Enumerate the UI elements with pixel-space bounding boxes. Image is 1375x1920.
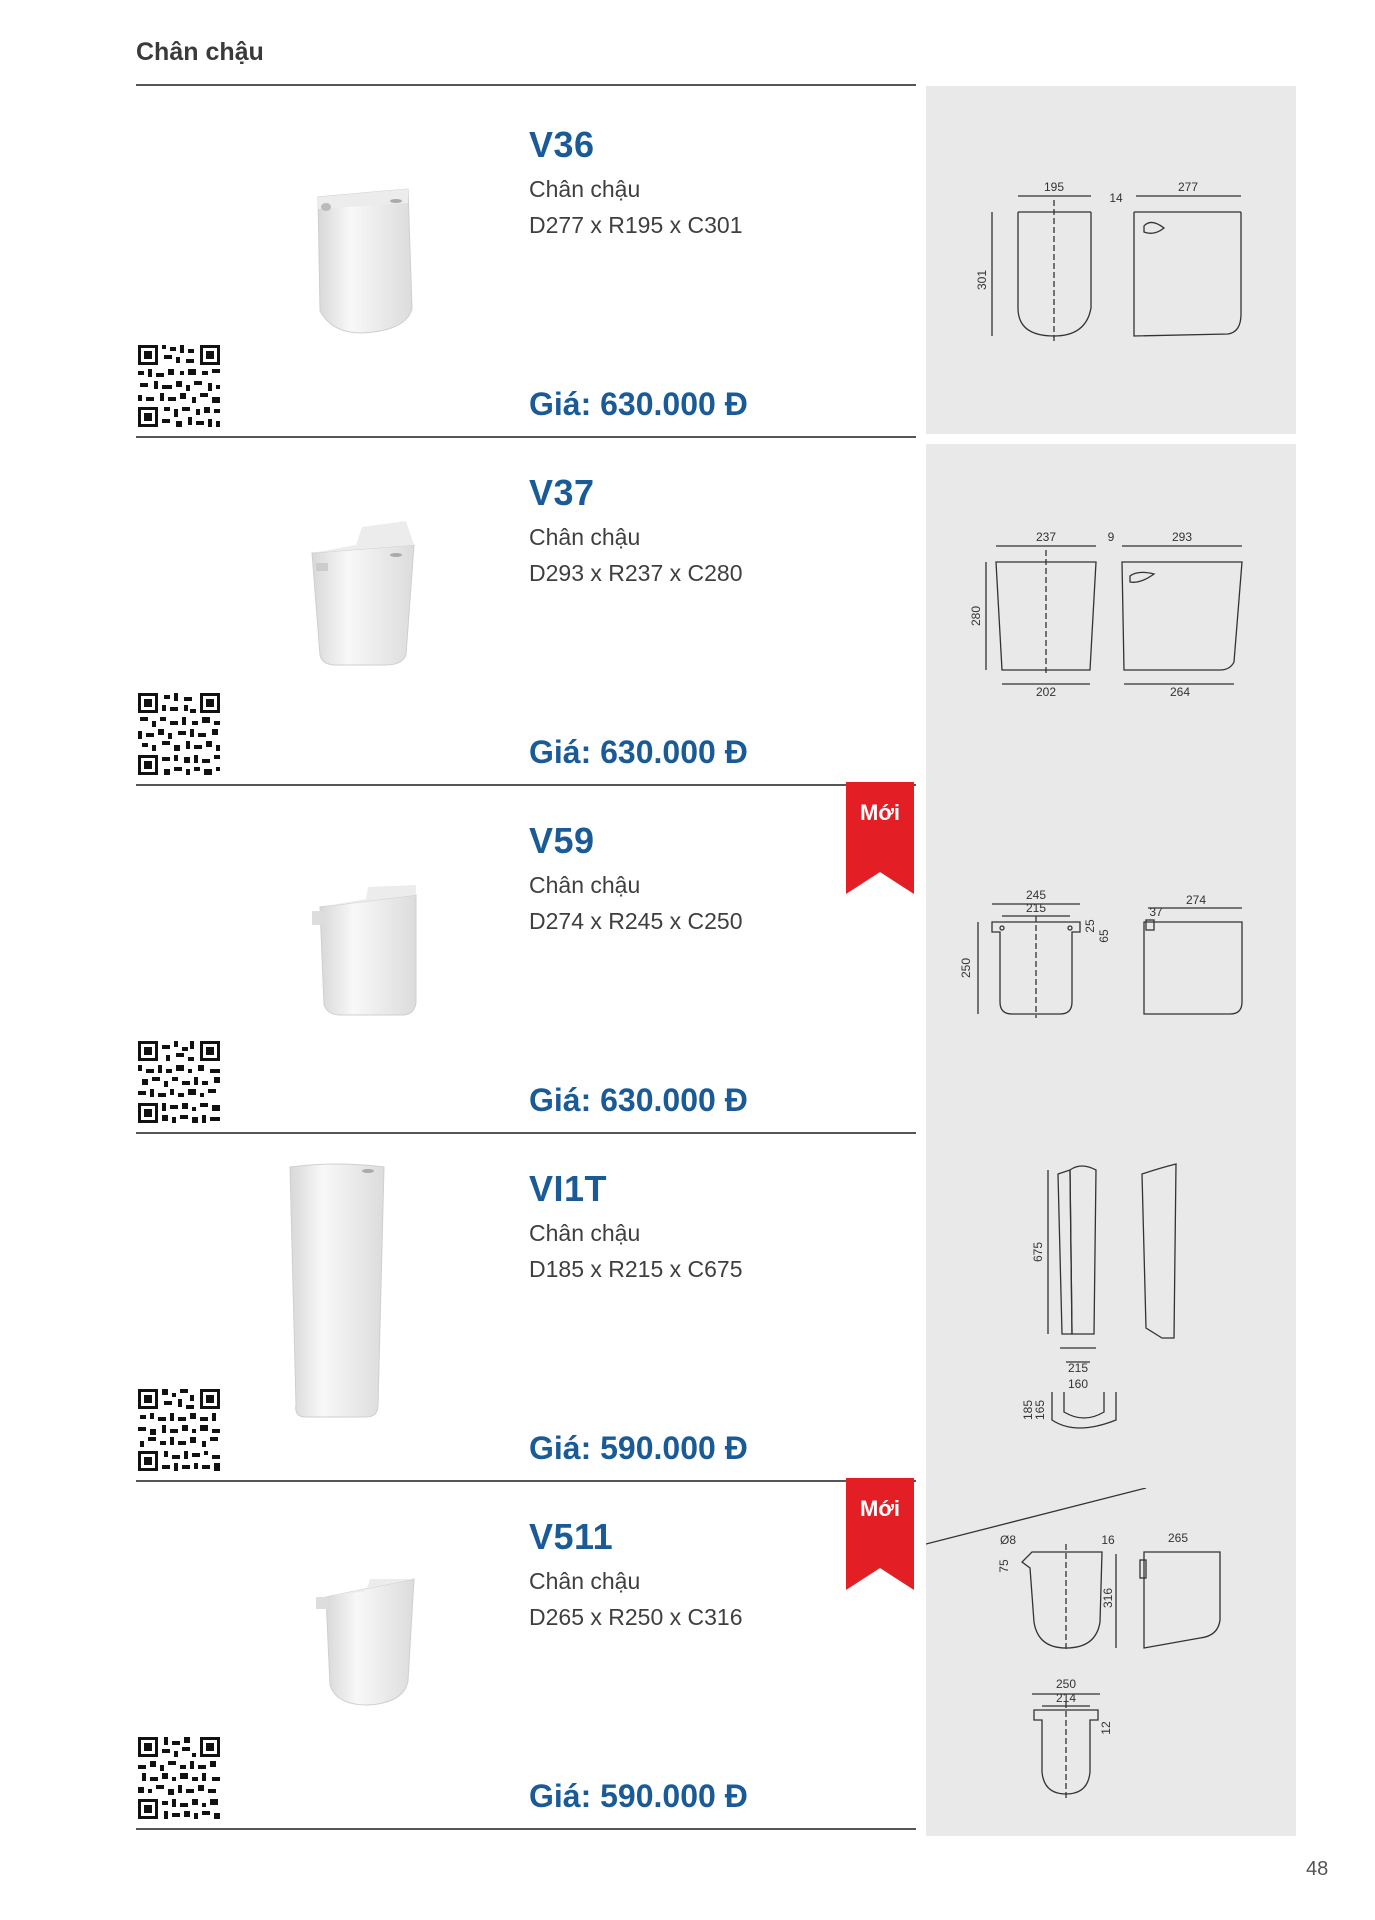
dim-label: 215: [1067, 1361, 1089, 1375]
product-code: V37: [529, 472, 595, 513]
technical-drawing-v59: [926, 792, 1296, 1140]
dim-label: 37: [1149, 905, 1163, 919]
qr-graphic: [136, 343, 222, 429]
product-card-v37: [136, 434, 916, 786]
dim-label: 264: [1169, 685, 1191, 699]
new-badge: [846, 1478, 914, 1590]
dim-label: 250: [959, 957, 973, 979]
qr-graphic: [136, 1387, 222, 1473]
dim-label: 245: [1025, 888, 1047, 902]
product-price: Giá: 590.000 Đ: [529, 1778, 748, 1814]
new-badge-label: Mới: [859, 800, 901, 825]
product-dimensions: D277 x R195 x C301: [529, 212, 743, 238]
product-price: Giá: 590.000 Đ: [529, 1430, 748, 1466]
dim-label: 274: [1185, 893, 1207, 907]
qr-code[interactable]: [136, 691, 222, 777]
product-type: Chân chậu: [529, 1568, 641, 1594]
product-card-vi1t: [136, 1130, 916, 1482]
section-title: Chân chậu: [136, 38, 264, 66]
dim-label: Ø8: [999, 1533, 1017, 1547]
product-dimensions: D265 x R250 x C316: [529, 1604, 743, 1630]
product-card-v59: [136, 782, 916, 1134]
dim-label: 65: [1097, 929, 1111, 943]
product-dimensions: D293 x R237 x C280: [529, 560, 743, 586]
dim-label: 250: [1055, 1677, 1077, 1691]
dim-label: 185: [1021, 1399, 1035, 1421]
row-divider: [136, 1828, 916, 1830]
product-card-v36: [136, 86, 916, 438]
dim-label: 214: [1055, 1691, 1077, 1705]
product-photo: [256, 111, 456, 411]
qr-graphic: [136, 1039, 222, 1125]
technical-drawing-v37: [926, 444, 1296, 792]
dim-label: 280: [969, 605, 983, 627]
product-dimensions: D185 x R215 x C675: [529, 1256, 743, 1282]
technical-drawing-vi1t: [926, 1140, 1296, 1488]
dim-label: 316: [1101, 1587, 1115, 1609]
page-number: 48: [1306, 1858, 1329, 1880]
product-photo: [256, 459, 456, 759]
new-badge: [846, 782, 914, 894]
product-photo: [256, 1503, 456, 1803]
dim-label: 277: [1177, 180, 1199, 194]
product-photo: [256, 807, 456, 1107]
product-photo: [256, 1155, 456, 1455]
product-type: Chân chậu: [529, 1220, 641, 1246]
dim-label: 675: [1031, 1241, 1045, 1263]
product-price: Giá: 630.000 Đ: [529, 734, 748, 770]
new-badge-label: Mới: [859, 1496, 901, 1521]
technical-drawing-v511: [926, 1488, 1296, 1836]
dim-label: 9: [1107, 530, 1115, 544]
product-type: Chân chậu: [529, 524, 641, 550]
dim-label: 75: [997, 1559, 1011, 1573]
dim-label: 16: [1101, 1533, 1115, 1547]
dim-label: 25: [1083, 919, 1097, 933]
product-type: Chân chậu: [529, 176, 641, 202]
qr-code[interactable]: [136, 1039, 222, 1125]
dim-label: 237: [1035, 530, 1057, 544]
dim-label: 165: [1033, 1399, 1047, 1421]
dim-label: 215: [1025, 901, 1047, 915]
dim-label: 12: [1099, 1721, 1113, 1735]
product-dimensions: D274 x R245 x C250: [529, 908, 743, 934]
dim-label: 195: [1043, 180, 1065, 194]
dim-label: 293: [1171, 530, 1193, 544]
qr-graphic: [136, 1735, 222, 1821]
dim-label: 265: [1167, 1531, 1189, 1545]
technical-drawing-v36: [926, 86, 1296, 434]
dim-label: 202: [1035, 685, 1057, 699]
product-code: V511: [529, 1516, 614, 1557]
qr-graphic: [136, 691, 222, 777]
product-code: V36: [529, 124, 595, 165]
dim-label: 160: [1067, 1377, 1089, 1391]
product-price: Giá: 630.000 Đ: [529, 1082, 748, 1118]
product-code: VI1T: [529, 1168, 608, 1209]
dim-label: 301: [975, 269, 989, 291]
dim-label: 14: [1109, 191, 1123, 205]
qr-code[interactable]: [136, 343, 222, 429]
qr-code[interactable]: [136, 1735, 222, 1821]
product-price: Giá: 630.000 Đ: [529, 386, 748, 422]
product-type: Chân chậu: [529, 872, 641, 898]
qr-code[interactable]: [136, 1387, 222, 1473]
product-card-v511: [136, 1478, 916, 1830]
product-code: V59: [529, 820, 595, 861]
